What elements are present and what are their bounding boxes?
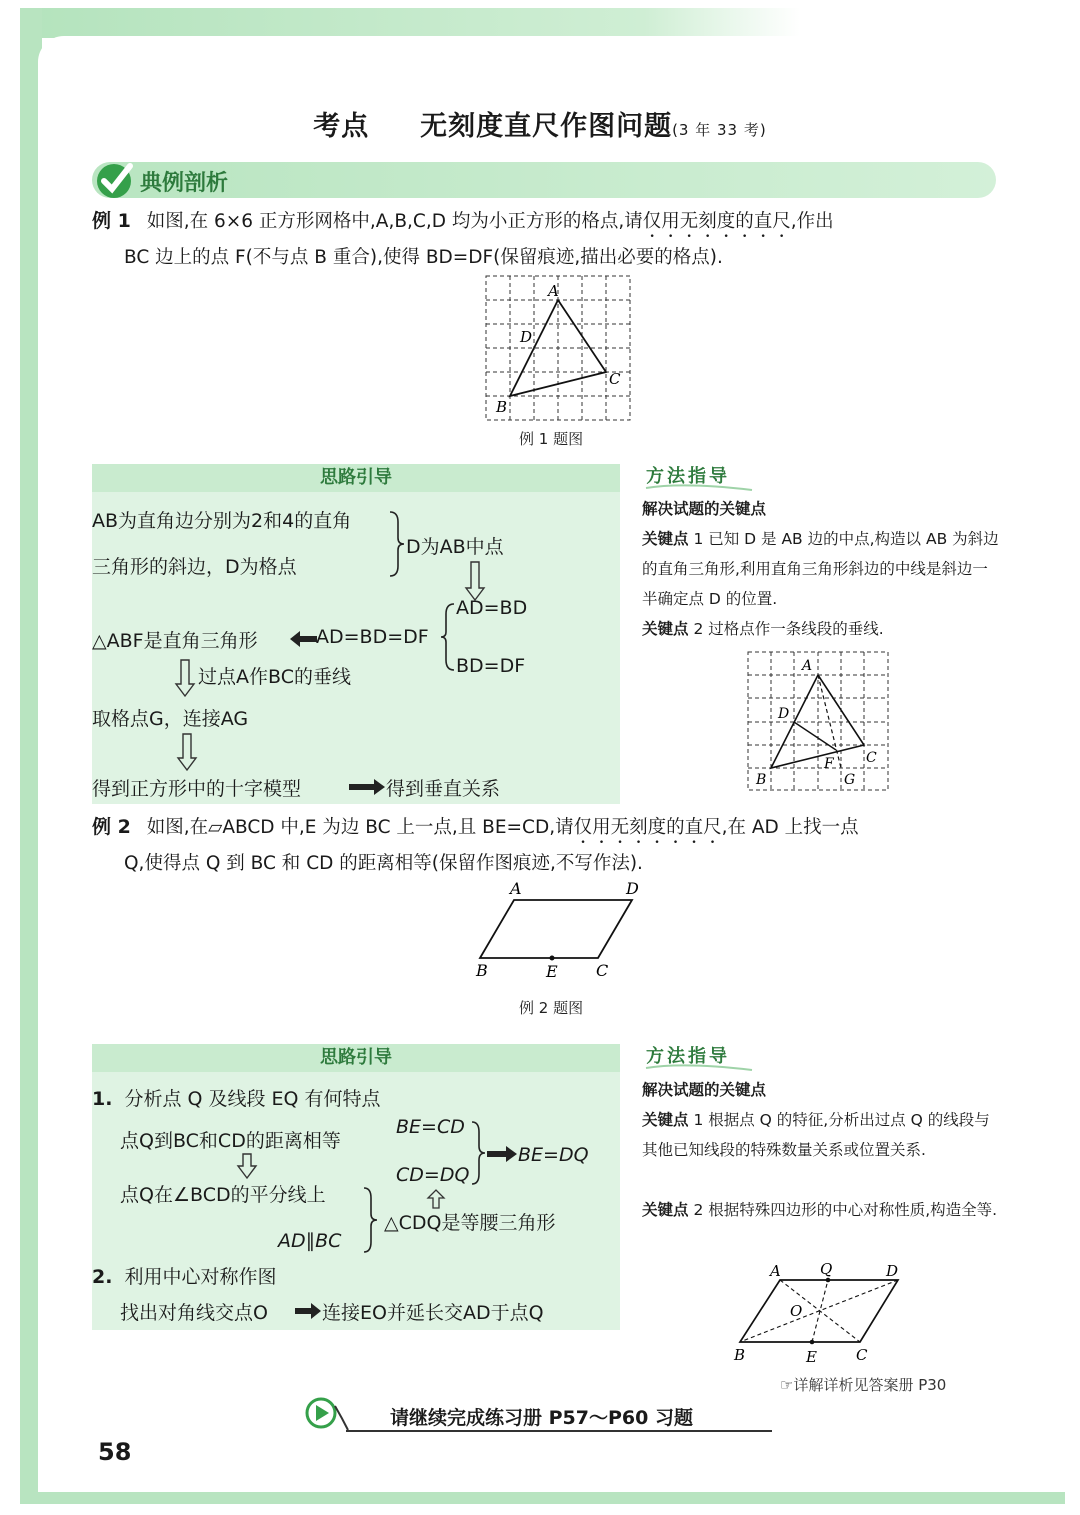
bottom-green-band	[20, 1490, 1065, 1504]
m1-point-g: G	[844, 772, 856, 788]
guide2-ad-parallel-bc: AD∥BC	[278, 1230, 342, 1252]
top-green-band	[20, 8, 800, 38]
m2-point-e: E	[806, 1348, 817, 1366]
example2-label: 例 2	[92, 816, 131, 838]
guide1-equal-segments: AD=BD=DF	[316, 626, 429, 648]
guide2-cd-dq: CD=DQ	[396, 1164, 470, 1186]
guide1-right-triangle: △ABF是直角三角形	[92, 630, 258, 652]
guide2-bisector: 点Q在∠BCD的平分线上	[120, 1184, 326, 1206]
footer-instruction: 请继续完成练习册 P57～P60 习题	[390, 1407, 693, 1429]
point-label-b: B	[496, 398, 508, 416]
down-arrow-icon	[464, 560, 486, 602]
right-arrow-icon	[348, 778, 386, 796]
guide2-connect-eo: 连接EO并延长交AD于点Q	[322, 1302, 544, 1324]
play-icon	[304, 1396, 350, 1432]
example2-caption: 例 2 题图	[519, 999, 584, 1017]
example1-caption: 例 1 题图	[519, 430, 584, 448]
topic-title: 无刻度直尺作图问题	[420, 111, 673, 142]
left-arrow-icon	[288, 628, 318, 650]
method2-subtitle: 解决试题的关键点	[642, 1081, 767, 1099]
m2-point-c: C	[856, 1346, 868, 1364]
method1-figure	[746, 650, 892, 792]
down-arrow-icon	[236, 1152, 258, 1180]
method2-key2: 关键点 2 根据特殊四边形的中心对称性质,构造全等.	[642, 1201, 998, 1219]
guide2-heading: 思路引导	[92, 1044, 620, 1072]
guide2-step1: 1. 分析点 Q 及线段 EQ 有何特点	[92, 1088, 381, 1110]
point-label-c: C	[609, 370, 621, 388]
right-arrow-icon	[294, 1302, 322, 1320]
guide1-perp-relation: 得到垂直关系	[386, 778, 501, 800]
example1-text: 例 1 如图,在 6×6 正方形网格中,A,B,C,D 均为小正方形的格点,请仅用无刻度的直尺,作出 BC 边上的点 F(不与点 B 重合),使得 BD=DF(保留痕迹,描出必要的格点).	[92, 210, 834, 268]
m2-point-o: O	[790, 1302, 803, 1320]
method2-figure	[726, 1258, 916, 1370]
method1-key1: 关键点 1 已知 D 是 AB 边的中点,构造以 AB 为斜边的直角三角形,利用直角三角形斜边的中线是斜边一半确定点 D 的位置.	[642, 530, 999, 608]
page-title	[0, 104, 1080, 143]
guide2-be-cd: BE=CD	[396, 1116, 465, 1138]
method1-key2: 关键点 2 过格点作一条线段的垂线.	[642, 620, 884, 638]
m1-point-b: B	[756, 772, 767, 788]
guide2-isosceles: △CDQ是等腰三角形	[384, 1212, 556, 1234]
method2-key1: 关键点 1 根据点 Q 的特征,分析出过点 Q 的线段与其他已知线段的特殊数量关系或位置关系.	[642, 1111, 990, 1159]
example1-label: 例 1	[92, 210, 131, 232]
m1-point-c: C	[866, 750, 877, 766]
up-arrow-icon	[426, 1188, 446, 1210]
guide2-be-dq: BE=DQ	[518, 1144, 589, 1166]
example2-figure	[470, 876, 650, 984]
page-number: 58	[98, 1438, 132, 1466]
section-banner-label: 典例剖析	[140, 171, 229, 196]
m2-point-b: B	[734, 1346, 746, 1364]
brace-left-1	[440, 602, 456, 672]
m2-point-d: D	[886, 1262, 899, 1280]
point-label-a: A	[548, 282, 559, 300]
m1-point-d: D	[778, 706, 790, 722]
guide1-ad-bd: AD=BD	[456, 597, 528, 619]
example1-figure	[484, 274, 634, 424]
guide2-step2: 2. 利用中心对称作图	[92, 1266, 277, 1288]
method1-subtitle: 解决试题的关键点	[642, 500, 767, 518]
guide1-heading: 思路引导	[92, 464, 620, 492]
guide1-bd-df: BD=DF	[456, 655, 526, 677]
guide1-midpoint: D为AB中点	[406, 536, 504, 558]
down-arrow-icon	[174, 658, 196, 698]
method2-title: 方法指导	[646, 1046, 730, 1067]
guide1-cross-model: 得到正方形中的十字模型	[92, 778, 302, 800]
point-label-d: D	[520, 328, 533, 346]
m2-point-q: Q	[820, 1260, 833, 1278]
down-arrow-icon	[176, 732, 198, 772]
m1-point-f: F	[824, 756, 834, 772]
example2-text: 例 2 如图,在▱ABCD 中,E 为边 BC 上一点,且 BE=CD,请仅用无刻度的直尺,在 AD 上找一点 Q,使得点 Q 到 BC 和 CD 的距离相等(保留作图痕迹,不写作法).	[92, 816, 859, 874]
topic-subtitle: (3 年 33 考)	[672, 121, 767, 139]
e2-point-b: B	[476, 961, 488, 980]
answer-reference: ☞详解详析见答案册 P30	[780, 1376, 947, 1394]
footer-underline	[346, 1430, 772, 1432]
guide2-find-o: 找出对角线交点O	[120, 1302, 268, 1324]
e2-point-a: A	[510, 879, 522, 898]
e2-point-d: D	[626, 879, 639, 898]
guide2-equal-distance: 点Q到BC和CD的距离相等	[120, 1130, 341, 1152]
method1-title: 方法指导	[646, 466, 730, 487]
m2-point-a: A	[770, 1262, 781, 1280]
e2-point-c: C	[596, 961, 609, 980]
m1-point-a: A	[802, 658, 813, 674]
brace-right-2	[362, 1186, 380, 1254]
brace-right-1	[388, 510, 408, 578]
right-arrow-icon	[486, 1145, 518, 1163]
topic-label: 考点	[313, 111, 370, 142]
guide1-perpendicular: 过点A作BC的垂线	[198, 666, 351, 688]
e2-point-e: E	[546, 962, 558, 981]
guide1-line2: 三角形的斜边，D为格点	[92, 556, 297, 578]
guide1-line1: AB为直角边分别为2和4的直角	[92, 510, 352, 532]
check-icon	[94, 160, 136, 202]
guide1-take-point: 取格点G，连接AG	[92, 708, 249, 730]
